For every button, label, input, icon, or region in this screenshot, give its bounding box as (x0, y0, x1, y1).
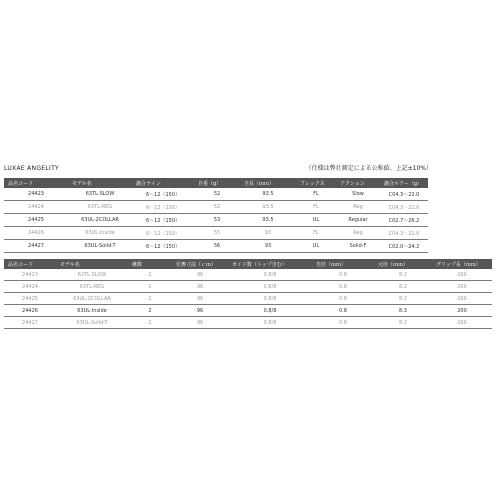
table-cell: 24424 (4, 281, 56, 293)
table-cell: 0.8/8 (228, 293, 312, 305)
table-cell: 55 (194, 227, 240, 240)
table-cell: 53 (194, 214, 240, 227)
table-cell: 63UL-Solid-T (68, 240, 132, 253)
table-cell: FL (296, 188, 336, 201)
table-cell: 96 (172, 317, 228, 329)
table-cell: 24425 (4, 214, 68, 227)
detail-table (4, 259, 492, 329)
table-cell: 63UL-2COLLAR (56, 293, 128, 305)
table-cell: Reg (336, 201, 380, 214)
column-header: 適合ライン (132, 178, 194, 188)
table-cell: 200 (432, 305, 492, 317)
column-header: フレックス (296, 178, 336, 188)
table-cell: 0.8/8 (228, 317, 312, 329)
table-cell: UL (296, 214, 336, 227)
column-header: 品名コード (4, 259, 56, 269)
table-cell: 0.8 (312, 269, 374, 281)
table-row (4, 305, 492, 317)
table-cell: 2 (128, 293, 172, 305)
table-cell: Regular (336, 214, 380, 227)
table-cell: 63TL-REG (68, 201, 132, 214)
table-cell: 200 (432, 269, 492, 281)
column-header: 全長（ｍｍ） (240, 178, 296, 188)
table-cell: 8.2 (374, 269, 432, 281)
table-cell: Reg (336, 227, 380, 240)
column-header: グリップ長（ｍｍ） (432, 259, 492, 269)
column-header: モデル名 (68, 178, 132, 188)
table-cell: 0.8 (312, 305, 374, 317)
column-header: 継数 (128, 259, 172, 269)
table-cell: UL (296, 240, 336, 253)
table-row (4, 281, 492, 293)
brand-title: LUXAE ANGELITY (4, 165, 60, 172)
table-row (4, 227, 428, 240)
table-cell: 93.5 (240, 201, 296, 214)
table-row (4, 188, 428, 201)
table-cell: FL (296, 201, 336, 214)
column-header: 仕舞寸法（ｃｍ） (172, 259, 228, 269)
table-cell: 6〜12（150） (132, 188, 194, 201)
table-cell: Slow (336, 188, 380, 201)
table-cell: C04.3〜22.0 (380, 201, 428, 214)
table-row (4, 269, 492, 281)
table-cell: 24427 (4, 240, 68, 253)
table-cell: 200 (432, 281, 492, 293)
table-cell: 200 (432, 293, 492, 305)
table-cell: 56 (194, 240, 240, 253)
column-header: アクション (336, 178, 380, 188)
table-cell: 0.8/8 (228, 269, 312, 281)
column-header: 元径（ｍｍ） (374, 259, 432, 269)
table-cell: 52 (194, 201, 240, 214)
table-cell: 93 (240, 227, 296, 240)
table-cell: C04.3〜22.0 (380, 227, 428, 240)
table-row (4, 201, 428, 214)
table-cell: 8.2 (374, 317, 432, 329)
table-cell: 6〜12（150） (132, 227, 194, 240)
table-cell: 63TL-REG (56, 281, 128, 293)
table-cell: 24423 (4, 269, 56, 281)
table-cell: 2 (128, 305, 172, 317)
column-header: ガイド数（トップ含む） (228, 259, 312, 269)
table-cell: 24426 (4, 227, 68, 240)
spec-note: （仕様は弊社測定による公称値、上記±10%） (305, 165, 432, 172)
table-cell: C02.0〜24.2 (380, 240, 428, 253)
table-cell: 63UL-Inside (56, 305, 128, 317)
table-cell: 24425 (4, 293, 56, 305)
table-cell: 8.2 (374, 281, 432, 293)
table-cell: 96 (172, 293, 228, 305)
column-header: 適合ルアー（g） (380, 178, 428, 188)
spec-table (4, 178, 428, 253)
table-cell: 96 (172, 269, 228, 281)
table-cell: 0.8/8 (228, 305, 312, 317)
table-cell: 24424 (4, 201, 68, 214)
table-cell: 2 (128, 269, 172, 281)
table-cell: 63TL-SLOW (56, 269, 128, 281)
spec-table-header (4, 178, 428, 188)
table-cell: 24427 (4, 317, 56, 329)
column-header: モデル名 (56, 259, 128, 269)
table-cell: 8.2 (374, 293, 432, 305)
table-cell: 63UL-2COLLAR (68, 214, 132, 227)
table-cell: 24426 (4, 305, 56, 317)
table-cell: C02.7〜26.2 (380, 214, 428, 227)
table-row (4, 293, 492, 305)
table-row (4, 317, 492, 329)
table-cell: 96 (172, 281, 228, 293)
table-cell: 96 (172, 305, 228, 317)
table-cell: 0.8 (312, 293, 374, 305)
table-cell: 24423 (4, 188, 68, 201)
table-cell: 93.5 (240, 188, 296, 201)
table-cell: 93 (240, 240, 296, 253)
table-cell: 0.8 (312, 281, 374, 293)
table-cell: 6〜12（150） (132, 214, 194, 227)
table-row (4, 240, 428, 253)
table-cell: 93.5 (240, 214, 296, 227)
column-header: 自重（g） (194, 178, 240, 188)
table-cell: 0.8/8 (228, 281, 312, 293)
table-row (4, 214, 428, 227)
table-cell: C04.3〜22.0 (380, 188, 428, 201)
detail-table-header (4, 259, 492, 269)
table-cell: 2 (128, 317, 172, 329)
table-cell: Solid-F (336, 240, 380, 253)
table-cell: 52 (194, 188, 240, 201)
table-cell: 8.3 (374, 305, 432, 317)
table-cell: 2 (128, 281, 172, 293)
table-cell: 0.8 (312, 317, 374, 329)
table-cell: 63TL-SLOW (68, 188, 132, 201)
table-cell: 6〜12（150） (132, 240, 194, 253)
table-cell: FL (296, 227, 336, 240)
column-header: 先径（ｍｍ） (312, 259, 374, 269)
table-cell: 63UL-Solid-T (56, 317, 128, 329)
table-cell: 63UL-Inside (68, 227, 132, 240)
table-cell: 6〜12（150） (132, 201, 194, 214)
table-cell: 200 (432, 317, 492, 329)
column-header: 品名コード (4, 178, 68, 188)
